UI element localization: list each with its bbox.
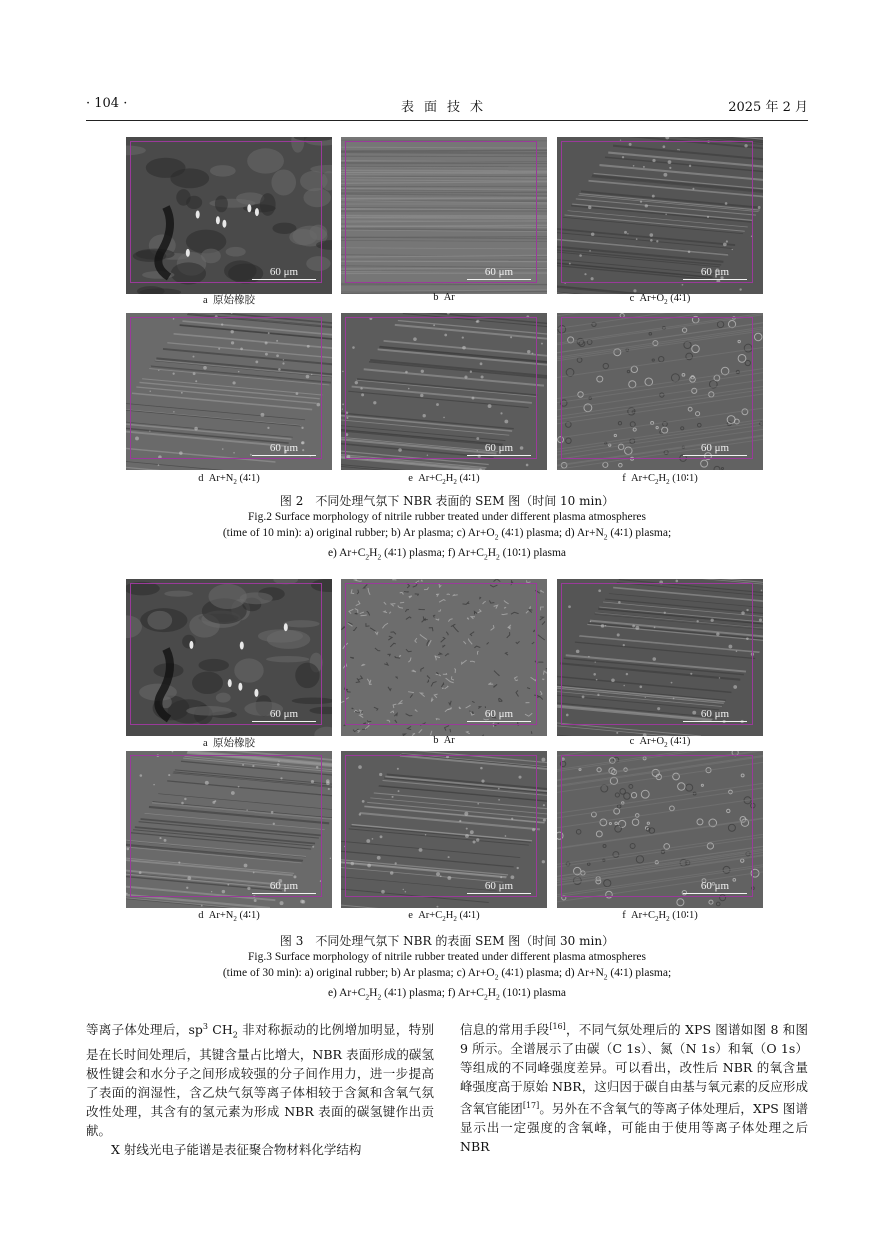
scale-bar [467,708,531,722]
sem-image-f [557,751,763,908]
citation-ref: [16] [549,1022,566,1031]
paragraph: 信息的常用手段[16]，不同气氛处理后的 XPS 图谱如图 8 和图 9 所示。全谱展示了由碳（C 1s）、氮（N 1s）和氧（O 1s）等组成的不同峰强度差异。可以看出，改性后 NBR 的氧含量峰强度高于原始 NBR，这归因于碳自由基与氧元素的反应形成含氧官能团[17]。另外在不含氧气的等离子体处理后，XPS 图谱显示出一定强度的含氧峰，可能由于使用等离子体处理之后 NBR [460,1022,808,1155]
figure-3-caption [86,933,808,1006]
panel-letter: f [622,910,626,921]
scale-bar-label: 60 μm [700,266,730,278]
sem-image-c [557,137,763,294]
scale-bar [683,880,747,894]
sem-image-a [126,579,332,736]
panel-label-f: f $Ar+C_2H_2$ (10∶1) [622,473,698,487]
scale-bar-label: 60 μm [269,442,299,454]
panel-label-b: b Ar [433,292,455,303]
figure-2-caption-en-line2: (time of 10 min): a) original rubber; b) Ar plasma; c) $Ar+O_2$ (4∶1) plasma; d) $Ar+N_2$ (4∶1) plasma; [222,527,672,542]
scale-bar [252,442,316,456]
panel-letter: f [622,473,626,484]
scale-bar-label: 60 μm [484,266,514,278]
panel-letter: a [203,738,208,749]
panel-label-f: f $Ar+C_2H_2$ (10∶1) [622,910,698,924]
panel-letter: e [408,473,413,484]
panel-letter: d [198,473,204,484]
citation-ref: [17] [522,1101,540,1111]
selection-frame [130,141,322,283]
panel-label-d: d $Ar+N_2$ (4∶1) [198,910,260,924]
panel-label-a: a 原始橡胶 [203,295,255,306]
scale-bar [683,708,747,722]
sem-image-d [126,313,332,470]
sem-image-d [126,751,332,908]
selection-frame [561,317,753,459]
scale-bar-label: 60 μm [700,880,730,892]
panel-letter: a [203,295,208,306]
panel-label-b: b Ar [433,735,455,746]
sem-image-e [341,751,547,908]
scale-bar [252,266,316,280]
issue-date: 2025 年 2 月 [728,100,808,115]
scale-bar-label: 60 μm [269,708,299,720]
scale-bar [252,880,316,894]
body-column-left [86,1017,434,1159]
running-header [86,96,808,116]
panel-label-c: c $Ar+O_2$ (4∶1) [629,293,691,307]
panel-letter: c [629,736,635,747]
scale-bar [252,708,316,722]
header-rule [86,120,808,121]
sem-image-a [126,137,332,294]
selection-frame [130,755,322,897]
panel-label-e: e $Ar+C_2H_2$ (4∶1) [408,910,480,924]
scale-bar [467,442,531,456]
figure-2-caption [86,493,808,566]
scale-bar-label: 60 μm [269,266,299,278]
panel-letter: e [408,910,413,921]
sem-image-b [341,579,547,736]
selection-frame [345,141,537,283]
scale-bar-label: 60 μm [484,442,514,454]
selection-frame [345,583,537,725]
panel-letter: b [433,292,439,303]
selection-frame [561,755,753,897]
figure-2-caption-cn: 图 2 不同处理气氛下 NBR 表面的 SEM 图（时间 10 min） [279,494,615,508]
selection-frame [130,317,322,459]
selection-frame [130,583,322,725]
selection-frame [561,141,753,283]
scale-bar-label: 60 μm [269,880,299,892]
panel-letter: b [433,735,439,746]
figure-2-caption-en-line1: Fig.2 Surface morphology of nitrile rubber treated under different plasma atmospheres [247,511,646,523]
scale-bar-label: 60 μm [700,708,730,720]
panel-label-a: a 原始橡胶 [203,738,255,749]
panel-letter: d [198,910,204,921]
scale-bar [683,442,747,456]
panel-label-e: e $Ar+C_2H_2$ (4∶1) [408,473,480,487]
paragraph: X 射线光电子能谱是表征聚合物材料化学结构 [111,1141,362,1157]
scale-bar-label: 60 μm [700,442,730,454]
figure-3-caption-en-line1: Fig.3 Surface morphology of nitrile rubber treated under different plasma atmospheres [247,951,646,963]
panel-label-d: d $Ar+N_2$ (4∶1) [198,473,260,487]
sem-image-f [557,313,763,470]
scale-bar [683,266,747,280]
paragraph: 等离子体处理后，$sp^3$ $CH_2$ 非对称振动的比例增加明显，特别是在长时间处理后，其键含量占比增大，NBR 表面形成的碳氢极性键会和水分子之间形成较强的分子间作用力，进一步提高了表面的润湿性，含乙炔气氛等离子体相较于含氮和含氧气氛改性处理，其含有的氢元素为形成 NBR 表面的碳氢键作出贡献。 [86,1022,434,1138]
body-column-right [460,1017,808,1156]
page-number: · 104 · [86,96,128,111]
scale-bar-label: 60 μm [484,880,514,892]
figure-2-caption-en-line3: e) $Ar+C_2H_2$ (4∶1) plasma; f) $Ar+C_2H_2$ (10∶1) plasma [327,547,567,562]
scale-bar [467,880,531,894]
selection-frame [561,583,753,725]
scale-bar-label: 60 μm [484,708,514,720]
journal-title: 表面技术 [400,100,493,115]
figure-3-caption-en-line2: (time of 30 min): a) original rubber; b) Ar plasma; c) $Ar+O_2$ (4∶1) plasma; d) $Ar+N_2$ (4∶1) plasma; [222,967,672,982]
sem-image-c [557,579,763,736]
scale-bar [467,266,531,280]
sem-image-e [341,313,547,470]
selection-frame [345,755,537,897]
panel-letter: c [629,293,635,304]
figure-3-caption-en-line3: e) $Ar+C_2H_2$ (4∶1) plasma; f) $Ar+C_2H_2$ (10∶1) plasma [327,987,567,1002]
figure-3-caption-cn: 图 3 不同处理气氛下 NBR 的表面 SEM 图（时间 30 min） [279,934,615,948]
sem-image-b [341,137,547,294]
panel-label-c: c $Ar+O_2$ (4∶1) [629,736,691,750]
selection-frame [345,317,537,459]
